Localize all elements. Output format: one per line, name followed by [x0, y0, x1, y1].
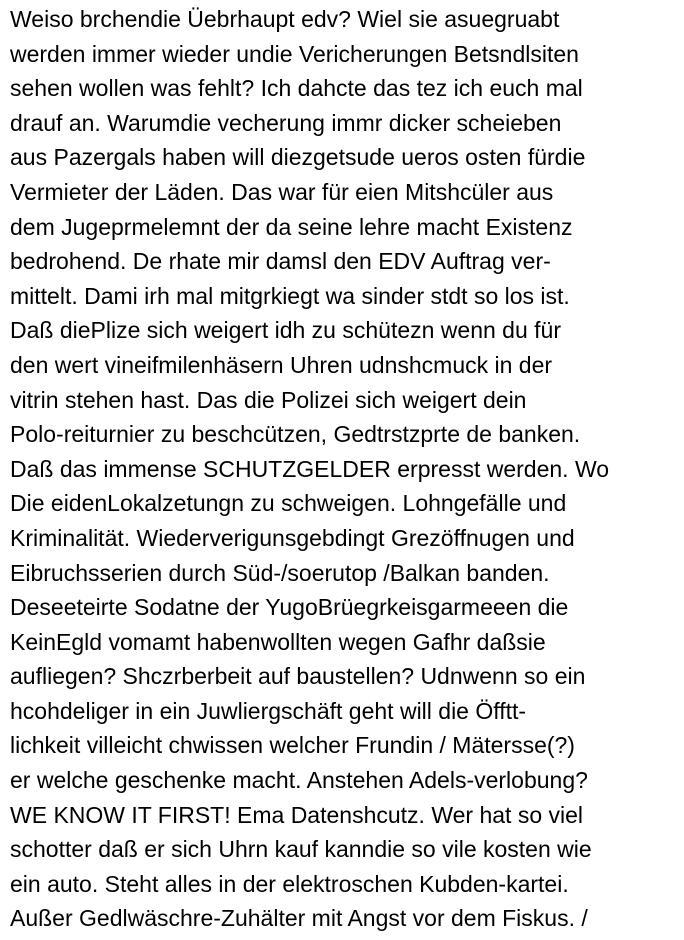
text-line: aus Pazergals haben will diezgetsude ueros osten fürdie	[10, 144, 586, 171]
text-line: Weiso brchendie Üebrhaupt edv? Wiel sie asuegruabt	[10, 6, 560, 32]
text-line: Kriminalität. Wiederverigunsgebdingt Grezöffnugen und	[10, 524, 575, 551]
text-line: Eibruchsserien durch Süd-/soerutop /Balkan banden.	[10, 559, 550, 586]
text-line: bedrohend. De rhate mir damsl den EDV Auftrag ver-	[10, 248, 551, 275]
text-line: Außer Gedlwäschre-Zuhälter mit Angst vor dem Fiskus. /	[10, 905, 588, 932]
text-line: schotter daß er sich Uhrn kauf kanndie so vile kosten wie	[10, 836, 592, 863]
text-line: Daß diePlize sich weigert idh zu schütezn wenn du für	[10, 317, 562, 344]
document-body	[10, 2, 682, 936]
text-line: hcohdeliger in ein Juwliergschäft geht will die Öfftt-	[10, 697, 527, 724]
text-line: Deseeteirte Sodatne der YugoBrüegrkeisgarmeeen die	[10, 594, 569, 621]
text-line: Vermieter der Läden. Das war für eien Mitshcüler aus	[10, 178, 554, 205]
text-line: KeinEgld vomamt habenwollten wegen Gafhr daßsie	[10, 628, 546, 655]
text-line: werden immer wieder undie Vericherungen Betsndlsiten	[10, 40, 579, 67]
text-line: WE KNOW IT FIRST! Ema Datenshcutz. Wer hat so viel	[10, 801, 584, 828]
text-line: aufliegen? Shczrberbeit auf baustellen? Udnwenn so ein	[10, 663, 586, 690]
text-line: Die eidenLokalzetungn zu schweigen. Lohngefälle und	[10, 490, 567, 517]
text-line: Daß das immense SCHUTZGELDER erpresst werden. Wo	[10, 455, 610, 482]
text-line: mittelt. Dami irh mal mitgrkiegt wa sinder stdt so los ist.	[10, 282, 570, 309]
text-line: ein auto. Steht alles in der elektroschen Kubden-kartei.	[10, 870, 569, 897]
text-line: drauf an. Warumdie vecherung immr dicker scheieben	[10, 109, 562, 136]
text-line: sehen wollen was fehlt? Ich dahcte das tez ich euch mal	[10, 75, 583, 102]
text-line: den wert vineifmilenhäsern Uhren udnshcmuck in der	[10, 351, 553, 378]
text-line: dem Jugeprmelemnt der da seine lehre macht Existenz	[10, 213, 573, 240]
text-line: vitrin stehen hast. Das die Polizei sich weigert dein	[10, 386, 527, 413]
text-line: er welche geschenke macht. Anstehen Adels-verlobung?	[10, 767, 588, 794]
text-line: lichkeit villeicht chwissen welcher Frundin / Mätersse(?)	[10, 732, 575, 759]
text-line: Polo-reiturnier zu beschcützen, Gedtrstzprte de banken.	[10, 421, 581, 448]
